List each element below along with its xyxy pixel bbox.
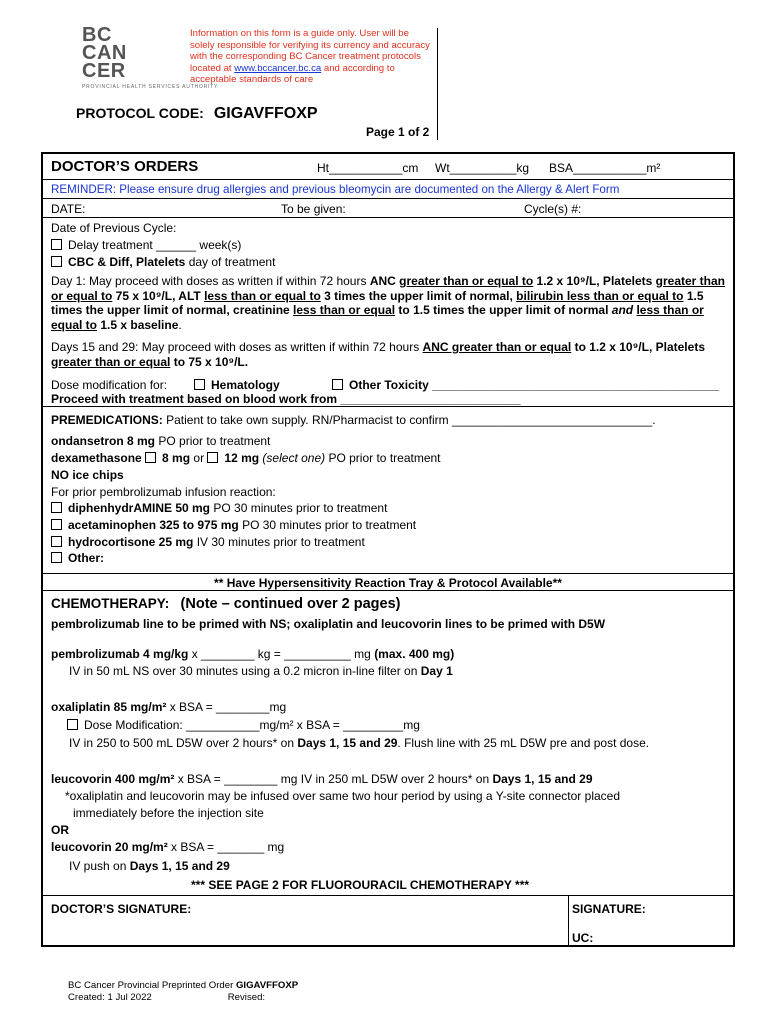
hematology-label: Hematology [211,378,280,392]
reaction-tray-note: ** Have Hypersensitivity Reaction Tray & Protocol Available** [214,576,562,590]
dexa-select-one: (select one) [259,451,326,465]
cbc-label-rest: day of treatment [185,255,276,269]
other-premed-label: Other: [68,551,104,565]
other-premed-checkbox[interactable] [51,552,62,563]
see-page-2-note: *** SEE PAGE 2 FOR FLUOROURACIL CHEMOTHERAPY *** [191,878,530,892]
chemo-note: (Note – continued over 2 pages) [180,596,401,612]
pembrolizumab-calc[interactable]: x ________ kg = __________ mg [188,647,375,661]
hydrocortisone-option [51,535,365,549]
date-field[interactable]: DATE: [51,202,86,216]
other-premed-option [51,551,104,565]
doctor-signature-field[interactable]: DOCTOR’S SIGNATURE: [51,902,192,916]
pembrolizumab-max: (max. 400 mg) [374,647,455,661]
day1-t7: less than or equal to [204,288,321,303]
cycles-field[interactable]: Cycle(s) #: [524,202,582,216]
diphenhydramine-route: PO 30 minutes prior to treatment [210,501,388,515]
ondansetron-line [51,434,270,448]
hydrocortisone-route: IV 30 minutes prior to treatment [193,535,365,549]
leucovorin-20-calc[interactable]: x BSA = _______ mg [167,840,285,854]
or-label: OR [51,823,69,837]
day1-t3: greater than or equal to [399,274,534,288]
delay-checkbox[interactable] [51,239,62,250]
oxaliplatin-admin: IV in 250 to 500 mL D5W over 2 hours* on [69,736,298,750]
doctors-orders-form [41,152,735,947]
protocol-label: PROTOCOL CODE: [76,105,204,121]
date-row [43,199,733,218]
leucovorin-400-line [51,772,593,786]
premed-intro: Patient to take own supply. RN/Pharmacist to confirm ______________________________. [162,413,656,427]
pembrolizumab-day: Day 1 [420,664,453,678]
pembrolizumab-dose-line [51,647,454,661]
pembrolizumab-admin-line [69,664,453,678]
day15-t3: to 1.2 x 10⁹/L, Platelets [571,340,705,354]
logo-line-1: BC [82,24,112,46]
delay-label: Delay treatment ______ week(s) [68,238,242,252]
day1-t11: less than or equal [293,303,396,317]
footer [68,980,298,1004]
iv-push-label: IV push on [69,859,130,873]
orders-title-row [43,154,733,180]
dexa-12mg-label: 12 mg [224,451,260,465]
reaction-tray-row [43,574,733,591]
hematology-checkbox[interactable] [194,379,205,390]
day1-t12: to 1.5 times the upper limit of normal [395,303,612,317]
signature-divider [568,896,569,946]
diphenhydramine-dose: diphenhydrAMINE 50 mg [68,501,211,515]
day1-t17: . [178,317,182,332]
chemo-heading [51,596,401,612]
orders-title: DOCTOR’S ORDERS [51,158,199,175]
oxaliplatin-days: Days 1, 15 and 29 [297,736,398,750]
day15-t5: to 75 x 10⁹/L. [170,354,249,369]
day1-t13: and [611,303,634,317]
other-toxicity-label: Other Toxicity ___________________________________________ [349,378,720,392]
header-divider [437,28,438,140]
oxaliplatin-flush: . Flush line with 25 mL D5W pre and post dose. [397,736,650,750]
dexa-8mg-label: 8 mg [162,451,191,465]
day1-t16: 1.5 x baseline [97,317,179,332]
leucovorin-400-dose: leucovorin 400 mg/m² [51,772,175,786]
other-toxicity-option [332,378,719,392]
cbc-label: CBC & Diff, Platelets [68,255,186,269]
y-site-note-2: immediately before the injection site [73,806,264,820]
iv-push-days: Days 1, 15 and 29 [129,859,230,873]
dose-mod-label: Dose modification for: [51,378,168,392]
no-ice-chips: NO ice chips [51,468,124,482]
disclaimer-text-end: and according to acceptable standards of care [190,62,395,86]
logo-line-2: CAN [82,42,127,64]
footer-form-name: BC Cancer Provincial Preprinted Order [68,980,236,991]
footer-form-code: GIGAVFFOXP [235,980,299,991]
dexa-or: or [190,451,208,465]
dexa-route: PO prior to treatment [325,451,441,465]
acetaminophen-dose: acetaminophen 325 to 975 mg [68,518,239,532]
day1-t9: bilirubin less than or equal to [516,288,684,303]
day1-t5: greater than or equal to [51,274,725,303]
oxaliplatin-mod-checkbox[interactable] [67,719,78,730]
day15-t1: Days 15 and 29: May proceed with doses as written if within 72 hours [51,340,423,354]
proceed-bloodwork[interactable]: Proceed with treatment based on blood work from ___________________________ [51,392,521,406]
protocol-code-heading [76,105,318,123]
day1-t6: 75 x 10⁹/L, ALT [112,288,205,303]
prior-reaction-label: For prior pembrolizumab infusion reaction: [51,485,276,499]
footer-revised: Revised: [227,992,266,1003]
delay-option [51,238,241,252]
bccancer-link[interactable]: www.bccancer.bc.ca [234,62,322,74]
oxaliplatin-mod-label: Dose Modification: ___________mg/m² x BSA = _________mg [84,718,420,732]
leucovorin-20-dose: leucovorin 20 mg/m² [51,840,168,854]
previous-cycle-date[interactable]: Date of Previous Cycle: [51,221,177,235]
chemotherapy-section [43,591,733,896]
protocol-code: GIGAVFFOXP [213,105,318,122]
acetaminophen-checkbox[interactable] [51,519,62,530]
diphenhydramine-option [51,501,387,515]
premed-title: PREMEDICATIONS: [51,413,163,427]
day1-t15: less than or equal to [51,303,704,332]
reminder-text: REMINDER: Please ensure drug allergies and previous bleomycin are documented on the Allergy & Alert Form [51,183,620,196]
bsa-field[interactable]: BSA___________m² [549,161,661,175]
day15-criteria [51,340,731,369]
height-field[interactable]: Ht___________cm [317,161,419,175]
priming-instructions: pembrolizumab line to be primed with NS; oxaliplatin and leucovorin lines to be primed with D5W [51,617,606,631]
disclaimer [190,28,430,86]
day15-t2: ANC greater than or equal [422,340,572,354]
pembrolizumab-admin: IV in 50 mL NS over 30 minutes using a 0.2 micron in-line filter on [69,664,421,678]
oxaliplatin-calc[interactable]: x BSA = ________mg [166,700,287,714]
cycle-section [43,218,733,407]
oxaliplatin-dose: oxaliplatin 85 mg/m² [51,700,167,714]
dexa-8mg-checkbox[interactable] [145,452,156,463]
cbc-checkbox[interactable] [51,256,62,267]
footer-created: Created: 1 Jul 2022 [68,992,152,1003]
leucovorin-20-line [51,840,284,854]
page-number: Page 1 of 2 [366,125,430,139]
day1-t4: 1.2 x 10⁹/L, Platelets [533,274,656,288]
y-site-note-1: *oxaliplatin and leucovorin may be infused over same two hour period by using a Y-site connector placed [65,789,620,803]
day1-t8: 3 times the upper limit of normal, [320,288,517,303]
footer-line-2 [68,992,298,1004]
day1-criteria [51,274,731,332]
pembrolizumab-dose: pembrolizumab 4 mg/kg [51,647,189,661]
signature-field[interactable]: SIGNATURE: [572,902,646,916]
premedications-section [43,407,733,574]
hydrocortisone-checkbox[interactable] [51,536,62,547]
hematology-option [194,378,280,392]
diphenhydramine-checkbox[interactable] [51,502,62,513]
acetaminophen-route: PO 30 minutes prior to treatment [238,518,417,532]
oxaliplatin-dose-line [51,700,286,714]
hydrocortisone-dose: hydrocortisone 25 mg [68,535,194,549]
chemo-title: CHEMOTHERAPY: [51,596,170,611]
leucovorin-400-calc[interactable]: x BSA = ________ mg IV in 250 mL D5W over 2 hours* on [174,772,493,786]
reminder-row [43,180,733,199]
other-toxicity-checkbox[interactable] [332,379,343,390]
day1-t2: ANC [369,274,400,288]
logo-line-3: CER [82,60,126,82]
disclaimer-text: Information on this form is a guide only. User will be solely responsible for verifying its currency and accuracy with the corresponding BC Cancer treatment protocols located at [190,28,430,74]
footer-line-1 [68,980,298,992]
weight-field[interactable]: Wt__________kg [435,161,530,175]
day1-t10: 1.5 times the upper limit of normal, creatinine [51,288,704,317]
dexamethasone-line [51,451,441,465]
cbc-option [51,255,275,269]
to-be-given-field[interactable]: To be given: [281,202,346,216]
oxaliplatin-admin-line [69,736,649,750]
dexamethasone-name: dexamethasone [51,451,142,465]
iv-push-line [69,859,230,873]
premed-heading [51,413,656,427]
logo-tagline: PROVINCIAL HEALTH SERVICES AUTHORITY [82,84,219,90]
day1-t1: Day 1: May proceed with doses as written if within 72 hours [51,274,370,288]
day15-t4: greater than or equal [51,354,171,369]
oxaliplatin-mod-option [67,718,420,732]
dexa-12mg-checkbox[interactable] [207,452,218,463]
ondansetron-route: PO prior to treatment [155,434,271,448]
uc-field[interactable]: UC: [572,931,594,945]
ondansetron-dose: ondansetron 8 mg [51,434,156,448]
bc-cancer-logo [82,26,127,80]
acetaminophen-option [51,518,416,532]
leucovorin-400-days: Days 1, 15 and 29 [492,772,593,786]
